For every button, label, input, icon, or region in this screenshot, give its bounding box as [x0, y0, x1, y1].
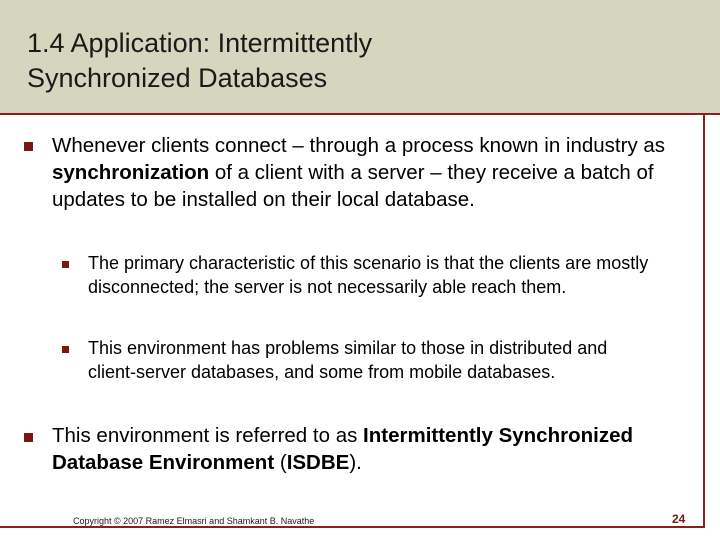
- right-border: [703, 115, 705, 528]
- bullet-marker-1: [24, 142, 33, 151]
- slide-title: 1.4 Application: Intermittently Synchronized Databases: [27, 28, 373, 93]
- bullet-text-2: [52, 422, 642, 476]
- bullet-2-text-mid: (: [274, 451, 287, 474]
- title-divider: [0, 113, 720, 115]
- subbullet-text-1: The primary characteristic of this scenario is that the clients are mostly disconnected; the server is not necessarily able reach them.: [88, 253, 649, 297]
- page-number: 24: [672, 512, 686, 526]
- footer-copyright: Copyright © 2007 Ramez Elmasri and Shamkant B. Navathe: [73, 516, 315, 526]
- bottom-border: [0, 526, 705, 528]
- bullet-2-bold-term: Intermittently Synchronized Database Environment: [52, 424, 634, 474]
- bullet-2-text-start: This environment is referred to as: [52, 424, 364, 447]
- bullet-1-text-start: Whenever clients connect – through a process known in industry as: [52, 134, 666, 157]
- subbullet-text-2: This environment has problems similar to those in distributed and client-server databases, and some from mobile databases.: [88, 338, 608, 382]
- subbullet-marker-1: [62, 261, 69, 268]
- bullet-marker-2: [24, 433, 33, 442]
- bullet-2-text-end: ).: [349, 451, 362, 474]
- bullet-1-bold-term: synchronization: [52, 161, 210, 184]
- bullet-1-text-end: of a client with a server – they receive a batch of updates to be installed on their local database.: [52, 161, 654, 211]
- bullet-text-1: [52, 132, 672, 213]
- subbullet-marker-2: [62, 346, 69, 353]
- bullet-2-acronym: ISDBE: [286, 451, 350, 474]
- title-band: [0, 0, 720, 113]
